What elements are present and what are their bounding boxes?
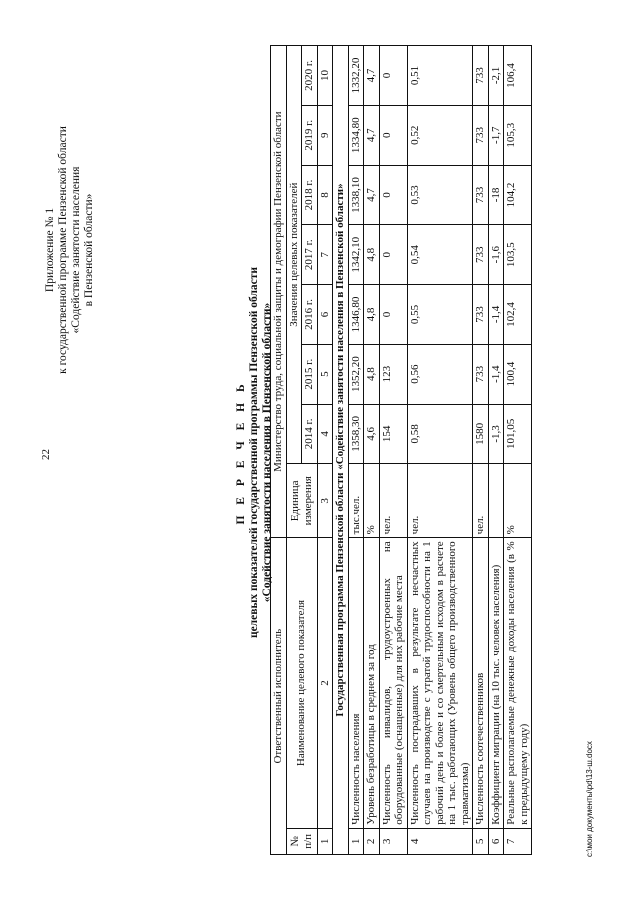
year-header: 2019 г.: [302, 105, 318, 165]
value-cell: 1342,10: [348, 225, 364, 285]
year-header: 2015 г.: [302, 344, 318, 404]
row-number: 4: [407, 828, 473, 854]
unit-cell: чел.: [473, 464, 489, 538]
unit-cell: тыс.чел.: [348, 464, 364, 538]
section-title: Государственная программа Пензенской области «Содействие занятости населения в Пензенской области»: [333, 46, 349, 855]
header-unit: Единица измерения: [286, 464, 317, 538]
value-cell: 0: [379, 285, 407, 345]
unit-cell: чел.: [407, 464, 473, 538]
unit-cell: чел.: [379, 464, 407, 538]
header-name: Наименование целевого показателя: [286, 538, 317, 828]
value-cell: -1,6: [488, 225, 504, 285]
row-number: 3: [379, 828, 407, 854]
table-row: [348, 46, 364, 855]
row-number: 7: [504, 828, 532, 854]
indicator-name: Численность инвалидов, трудоустроенных на оборудованные (оснащенные) для них рабочие места: [379, 538, 407, 828]
table-row: [407, 46, 473, 855]
year-header: 2018 г.: [302, 165, 318, 225]
table-body: [348, 46, 532, 855]
value-cell: -1,4: [488, 285, 504, 345]
column-index: 5: [317, 344, 333, 404]
value-cell: 0,53: [407, 165, 473, 225]
value-cell: 0: [379, 165, 407, 225]
value-cell: 4,7: [364, 46, 380, 106]
file-path-footer: c:\мои документы\pd\13-ш.docx: [585, 741, 594, 857]
indicator-name: Уровень безработицы в среднем за год: [364, 538, 380, 828]
value-cell: 733: [473, 105, 489, 165]
column-index: 3: [317, 464, 333, 538]
indicator-name: Реальные располагаемые денежные доходы населения (в % к предыдущему году): [504, 538, 532, 828]
appendix-line: к государственной программе Пензенской области: [57, 126, 69, 374]
unit-cell: %: [504, 464, 532, 538]
header-num: № п/п: [286, 828, 317, 854]
appendix-note: [44, 85, 96, 415]
value-cell: 100,4: [504, 344, 532, 404]
table-row: [379, 46, 407, 855]
value-cell: 0,52: [407, 105, 473, 165]
value-cell: 4,7: [364, 165, 380, 225]
value-cell: 102,4: [504, 285, 532, 345]
value-cell: 0: [379, 105, 407, 165]
column-index: 10: [317, 46, 333, 106]
value-cell: 1332,20: [348, 46, 364, 106]
indicators-table: [270, 45, 532, 855]
value-cell: -2,1: [488, 46, 504, 106]
value-cell: 1334,80: [348, 105, 364, 165]
indicator-name: Численность соотечественников: [473, 538, 489, 828]
value-cell: 101,05: [504, 404, 532, 464]
appendix-line: Приложение № 1: [44, 207, 56, 293]
column-index: 4: [317, 404, 333, 464]
year-header: 2020 г.: [302, 46, 318, 106]
title-line: «Содействие занятости населения в Пензенской области»: [261, 302, 273, 603]
value-cell: 106,4: [504, 46, 532, 106]
value-cell: 0: [379, 225, 407, 285]
column-index: 2: [317, 538, 333, 828]
column-index: 1: [317, 828, 333, 854]
value-cell: 1580: [473, 404, 489, 464]
table-row: [504, 46, 532, 855]
value-cell: -1,4: [488, 344, 504, 404]
value-cell: 105,3: [504, 105, 532, 165]
value-cell: 1346,80: [348, 285, 364, 345]
value-cell: 733: [473, 344, 489, 404]
section-row: [333, 46, 349, 855]
header-responsible-value: Министерство труда, социальной защиты и демографии Пензенской области: [271, 46, 287, 538]
row-number: 1: [348, 828, 364, 854]
value-cell: 0,54: [407, 225, 473, 285]
unit-cell: %: [364, 464, 380, 538]
appendix-line: в Пензенской области»: [83, 193, 95, 307]
value-cell: 733: [473, 285, 489, 345]
value-cell: 0,51: [407, 46, 473, 106]
value-cell: 0,58: [407, 404, 473, 464]
value-cell: 1352,20: [348, 344, 364, 404]
column-index: 9: [317, 105, 333, 165]
unit-cell: [488, 464, 504, 538]
value-cell: 1338,10: [348, 165, 364, 225]
indicator-name: Численность населения: [348, 538, 364, 828]
indicator-name: Коэффициент миграции (на 10 тыс. человек населения): [488, 538, 504, 828]
value-cell: 154: [379, 404, 407, 464]
value-cell: 104,2: [504, 165, 532, 225]
value-cell: -18: [488, 165, 504, 225]
document-title: [235, 40, 274, 865]
value-cell: -1,3: [488, 404, 504, 464]
header-values: Значения целевых показателей: [286, 46, 302, 464]
value-cell: 0: [379, 46, 407, 106]
value-cell: 733: [473, 225, 489, 285]
value-cell: 733: [473, 165, 489, 225]
row-number: 6: [488, 828, 504, 854]
title-line: П Е Р Е Ч Е Н Ь: [235, 380, 247, 525]
year-header: 2014 г.: [302, 404, 318, 464]
column-index: 8: [317, 165, 333, 225]
value-cell: 4,8: [364, 285, 380, 345]
table-row: [488, 46, 504, 855]
row-number: 2: [364, 828, 380, 854]
indicator-name: Численность пострадавших в результате несчастных случаев на производстве с утратой трудоспособности на 1 рабочий день и более и со смертельным исходом в расчете на 1 тыс. работающих (Уровень общего производственного травматизма): [407, 538, 473, 828]
index-row: [317, 46, 333, 855]
table-row: [364, 46, 380, 855]
year-header: 2016 г.: [302, 285, 318, 345]
value-cell: 4,8: [364, 225, 380, 285]
value-cell: 4,7: [364, 105, 380, 165]
value-cell: 123: [379, 344, 407, 404]
value-cell: 1358,30: [348, 404, 364, 464]
row-number: 5: [473, 828, 489, 854]
value-cell: 0,56: [407, 344, 473, 404]
value-cell: 103,5: [504, 225, 532, 285]
page-number: 22: [40, 449, 52, 460]
header-responsible: Ответственный исполнитель: [271, 538, 287, 855]
value-cell: -1,7: [488, 105, 504, 165]
table-row: [473, 46, 489, 855]
column-index: 7: [317, 225, 333, 285]
value-cell: 733: [473, 46, 489, 106]
title-line: целевых показателей государственной программы Пензенской области: [248, 266, 260, 639]
value-cell: 4,8: [364, 344, 380, 404]
value-cell: 0,55: [407, 285, 473, 345]
column-index: 6: [317, 285, 333, 345]
year-header: 2017 г.: [302, 225, 318, 285]
value-cell: 4,6: [364, 404, 380, 464]
appendix-line: «Содействие занятости населения: [70, 166, 82, 334]
